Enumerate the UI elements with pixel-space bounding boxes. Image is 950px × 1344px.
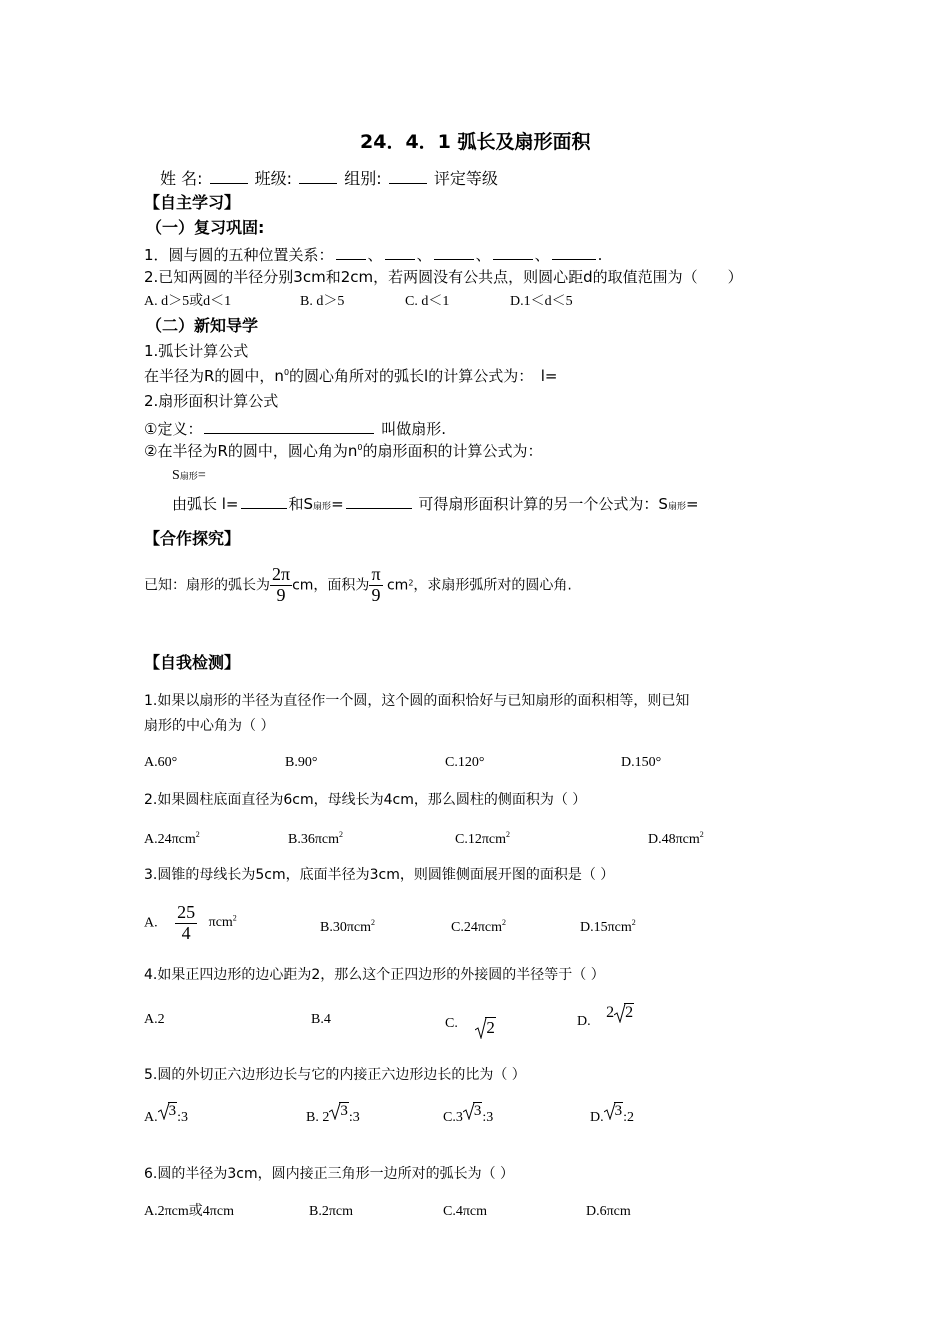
alternate-formula-line [172, 494, 699, 512]
separator: 、 [534, 246, 550, 264]
new-knowledge-heading: （二）新知导学 [146, 316, 259, 335]
q3-option-a[interactable] [144, 903, 237, 944]
option-b[interactable]: B. d＞5 [300, 294, 345, 309]
q6-option-d[interactable]: D.6πcm [586, 1204, 631, 1219]
class-blank[interactable] [299, 169, 337, 184]
q5-option-a[interactable] [144, 1103, 189, 1125]
degree-mark: 0 [357, 443, 363, 452]
answer-blank[interactable] [493, 245, 533, 260]
numerator: 25 [177, 902, 196, 922]
sector-definition [144, 419, 446, 437]
radicand: 3 [340, 1103, 348, 1119]
sector-text-part2: 的扇形面积的计算公式为： [362, 442, 543, 460]
radicand: 2 [625, 1004, 634, 1021]
sector-subscript: 扇形 [179, 471, 198, 481]
answer-blank[interactable] [385, 245, 415, 260]
q6-option-c[interactable]: C.4πcm [443, 1204, 488, 1219]
option-d[interactable]: D.1＜d＜5 [510, 294, 573, 309]
ratio-tail: :3 [177, 1110, 189, 1125]
class-label: 班级: [254, 169, 293, 188]
q5-option-c[interactable] [443, 1103, 494, 1125]
period: . [597, 246, 603, 264]
sector-text-part1: ②在半径为R的圆中，圆心角为n [144, 442, 358, 460]
option-text: B.36πcm [288, 832, 340, 847]
answer-blank[interactable] [336, 245, 366, 260]
q3-option-b[interactable] [320, 919, 375, 935]
ratio-tail: :2 [623, 1110, 635, 1125]
arc-blank[interactable] [241, 494, 287, 509]
q4-option-a[interactable]: A.2 [144, 1012, 165, 1027]
review-question-1 [144, 245, 602, 263]
sector-area-symbol [172, 469, 206, 483]
separator: 、 [475, 246, 491, 264]
sqrt-2 [475, 1019, 496, 1036]
equals: = [331, 495, 344, 513]
option-a[interactable]: A. d＞5或d＜1 [144, 294, 232, 309]
radicand: 3 [473, 1103, 482, 1119]
arc-and: 和S [288, 495, 314, 513]
sector-subscript: 扇形 [313, 502, 332, 512]
q2-option-d[interactable] [648, 831, 704, 847]
q3-option-c[interactable] [451, 919, 506, 935]
coop-heading: 【合作探究】 [144, 529, 241, 548]
q5-option-b[interactable] [306, 1103, 360, 1125]
group-label: 组别: [344, 169, 382, 188]
q4-option-d[interactable] [577, 1004, 634, 1029]
option-text: D.48πcm [648, 832, 700, 847]
grade-label: 评定等级 [433, 169, 498, 188]
arc-prefix: 由弧长 l= [172, 495, 239, 513]
ratio-tail: :3 [348, 1110, 360, 1125]
q4-option-b[interactable]: B.4 [311, 1012, 331, 1027]
option-c[interactable]: C. d＜1 [405, 294, 450, 309]
page-title: 24．4．1 弧长及扇形面积 [360, 131, 591, 153]
coop-text-1: 已知：扇形的弧长为 [144, 577, 270, 594]
squared: 2 [506, 830, 511, 839]
squared: 2 [408, 578, 414, 588]
name-blank[interactable] [210, 169, 248, 184]
area-blank[interactable] [346, 494, 412, 509]
radicand: 3 [168, 1103, 177, 1119]
arc-suffix: 可得扇形面积计算的另一个公式为：S [418, 495, 668, 513]
sqrt-3 [463, 1104, 483, 1119]
option-letter: A. [144, 1110, 158, 1125]
check-question-1: 1.如果以扇形的半径为直径作一个圆，这个圆的面积恰好与已知扇形的面积相等，则已知 [144, 693, 690, 709]
squared: 2 [195, 830, 200, 839]
check-question-2: 2.如果圆柱底面直径为6cm，母线长为4cm，那么圆柱的侧面积为（ ） [144, 792, 587, 808]
radicand: 3 [614, 1103, 623, 1119]
group-blank[interactable] [389, 169, 427, 184]
q1-option-d[interactable]: D.150° [621, 755, 662, 770]
fraction-25-over-4 [175, 903, 197, 944]
squared: 2 [631, 918, 636, 927]
self-check-heading: 【自我检测】 [144, 653, 241, 672]
numerator: 2π [272, 564, 291, 584]
definition-blank[interactable] [204, 419, 374, 434]
equals: = [197, 468, 206, 483]
check-question-3: 3.圆锥的母线长为5cm，底面半径为3cm，则圆锥侧面展开图的面积是（ ） [144, 867, 615, 883]
coefficient: 2 [606, 1004, 615, 1021]
coop-problem [144, 565, 572, 606]
check-question-6: 6.圆的半径为3cm，圆内接正三角形一边所对的弧长为（ ） [144, 1166, 515, 1182]
denominator: 9 [371, 584, 381, 605]
q2-option-b[interactable] [288, 831, 343, 847]
squared: 2 [371, 918, 376, 927]
sqrt-3 [158, 1104, 178, 1119]
q3-option-d[interactable] [580, 919, 636, 935]
definition-prefix: ①定义： [144, 420, 203, 438]
option-text: B.30πcm [320, 920, 372, 935]
self-study-heading: 【自主学习】 [144, 193, 241, 212]
option-unit: πcm [208, 915, 233, 931]
denominator: 9 [276, 584, 286, 605]
definition-suffix: 叫做扇形. [381, 420, 447, 438]
q1-option-c[interactable]: C.120° [445, 755, 485, 770]
coop-text-4: ，求扇形弧所对的圆心角. [413, 577, 572, 594]
sqrt-3 [604, 1104, 624, 1119]
numerator: π [371, 564, 381, 584]
q1-option-b[interactable]: B.90° [285, 755, 318, 770]
squared: 2 [699, 830, 704, 839]
student-info-line [160, 169, 498, 187]
fraction-pi-over-9 [369, 565, 382, 606]
option-letter: B. 2 [306, 1110, 330, 1125]
review-question-2: 2.已知两圆的半径分别3cm和2cm，若两圆没有公共点，则圆心距d的取值范围为（ ） [144, 268, 743, 286]
option-text: A.24πcm [144, 832, 196, 847]
squared: 2 [339, 830, 344, 839]
option-letter: C. [445, 1016, 458, 1031]
q4-option-c[interactable] [445, 1013, 496, 1037]
coop-text-2: cm，面积为 [292, 577, 370, 594]
arc-text-part2: 的圆心角所对的弧长l的计算公式为： l= [289, 367, 558, 385]
q6-option-b[interactable]: B.2πcm [309, 1204, 354, 1219]
sector-area-formula-text [144, 444, 543, 459]
fraction-2pi-over-9 [270, 565, 292, 606]
q2-option-c[interactable] [455, 831, 510, 847]
name-label: 姓 名: [160, 169, 203, 188]
ratio-tail: :3 [482, 1110, 494, 1125]
separator: 、 [416, 246, 432, 264]
equals: = [685, 495, 699, 513]
arc-length-formula-text [144, 369, 557, 384]
review-q1-text: 1．圆与圆的五种位置关系： [144, 246, 334, 264]
check-question-1-cont: 扇形的中心角为（ ） [144, 718, 275, 734]
review-heading: （一）复习巩固: [146, 218, 265, 237]
sector-subscript: 扇形 [667, 502, 686, 512]
radicand: 2 [486, 1018, 495, 1037]
q5-option-d[interactable] [590, 1103, 635, 1125]
check-question-5: 5.圆的外切正六边形边长与它的内接正六边形边长的比为（ ） [144, 1067, 526, 1083]
q2-option-a[interactable] [144, 831, 200, 847]
sqrt-2 [614, 1005, 634, 1021]
option-text: C.12πcm [455, 832, 507, 847]
check-question-4: 4.如果正四边形的边心距为2，那么这个正四边形的外接圆的半径等于（ ） [144, 967, 605, 983]
arc-length-title: 1.弧长计算公式 [144, 342, 249, 360]
option-text: D.15πcm [580, 920, 632, 935]
squared: 2 [502, 918, 507, 927]
squared: 2 [232, 913, 237, 923]
coop-unit: cm [386, 577, 409, 594]
separator: 、 [367, 246, 383, 264]
sector-area-title: 2.扇形面积计算公式 [144, 392, 279, 410]
arc-text-part1: 在半径为R的圆中，n [144, 367, 284, 385]
q1-option-a[interactable]: A.60° [144, 755, 178, 770]
option-letter: D. [590, 1110, 604, 1125]
sqrt-3 [329, 1104, 349, 1119]
degree-mark: 0 [283, 368, 290, 377]
q6-option-a[interactable]: A.2πcm或4πcm [144, 1204, 234, 1219]
option-letter: C.3 [443, 1110, 463, 1125]
denominator: 4 [181, 922, 191, 943]
option-letter: D. [577, 1014, 591, 1029]
s-symbol: S [172, 468, 180, 483]
answer-blank[interactable] [434, 245, 474, 260]
answer-blank[interactable] [552, 245, 596, 260]
option-letter: A. [144, 915, 158, 931]
option-text: C.24πcm [451, 920, 503, 935]
